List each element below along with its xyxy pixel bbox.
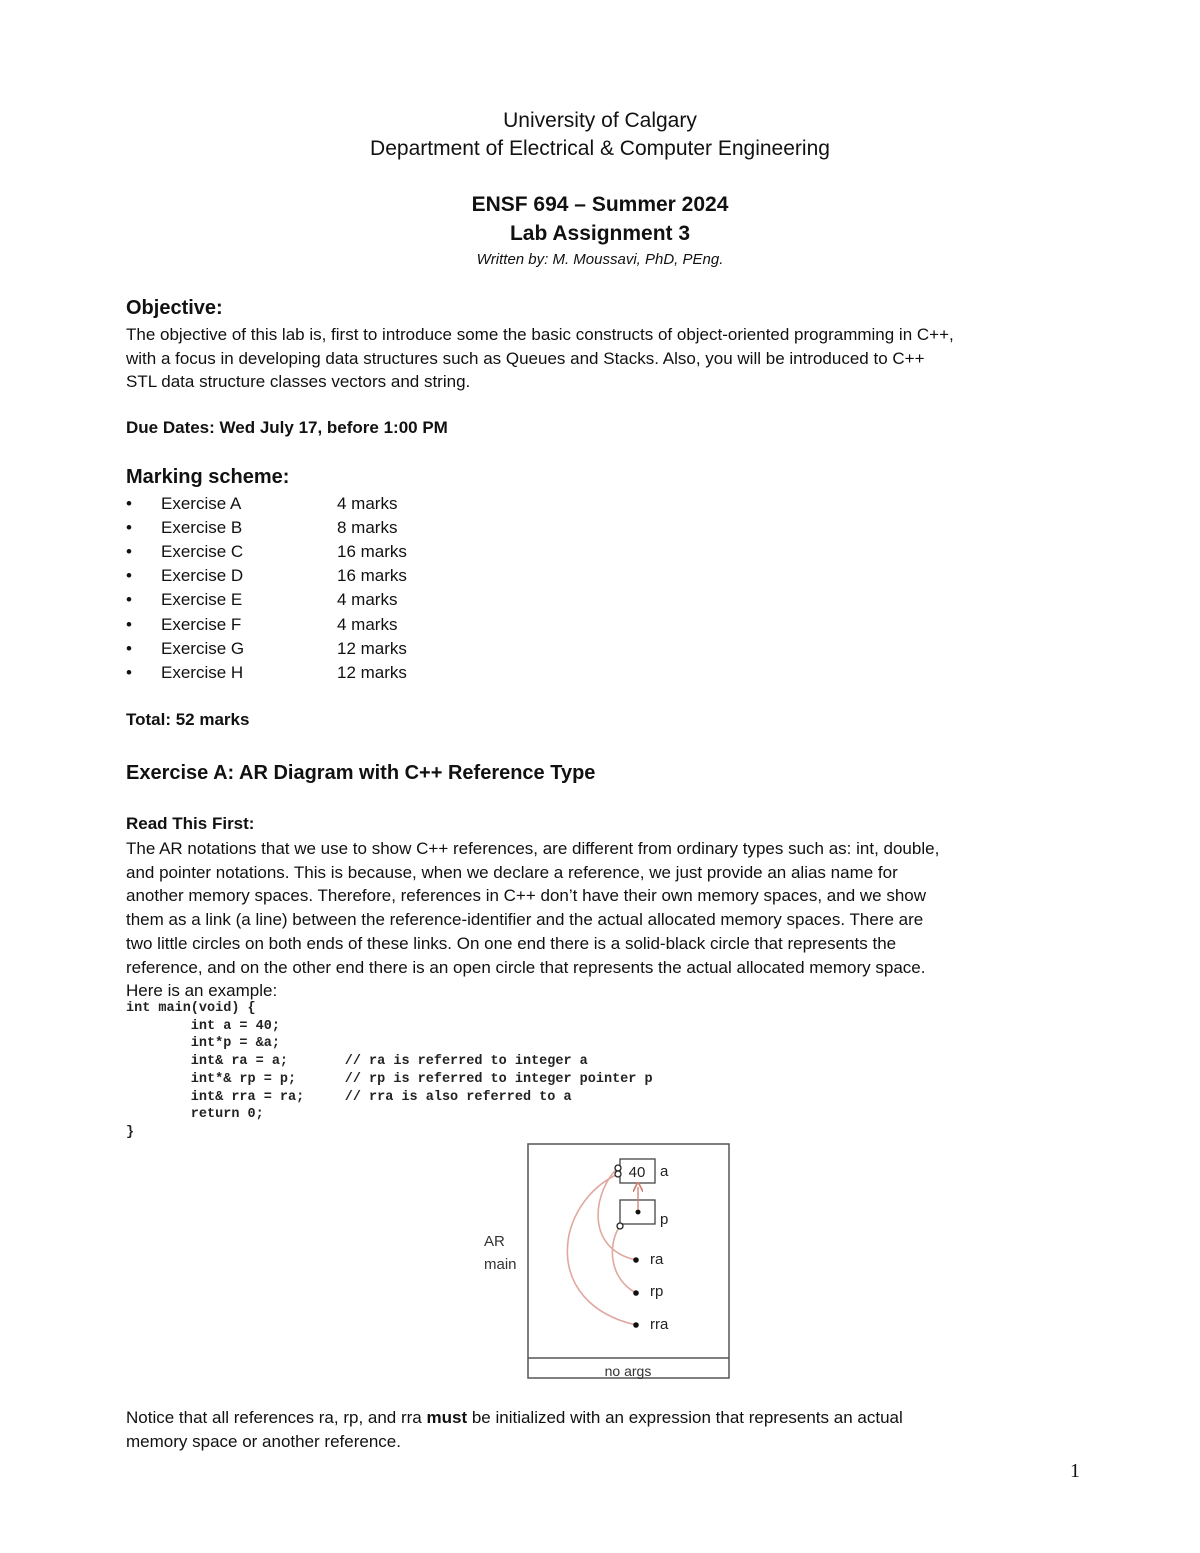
exercise-marks: 12 marks	[337, 639, 407, 658]
objective-text	[126, 323, 1086, 394]
list-item	[126, 566, 526, 590]
lab-title: Lab Assignment 3	[509, 222, 691, 245]
course-title: ENSF 694 – Summer 2024	[471, 193, 729, 216]
code-line: int main(void) {	[126, 1001, 256, 1016]
list-item	[126, 639, 526, 663]
code-block	[126, 1000, 653, 1142]
paragraph-line: them as a link (a line) between the reference-identifier and the actual allocated memory spaces. There are	[126, 910, 924, 930]
exercise-marks: 16 marks	[337, 542, 407, 561]
notice-post: be initialized with an expression that represents an actual	[467, 1408, 903, 1427]
bullet: •	[126, 663, 132, 682]
no-args-label: no args	[604, 1363, 652, 1379]
page-number: 1	[1070, 1460, 1080, 1482]
ar-diagram	[470, 1138, 740, 1388]
rra-link	[567, 1174, 636, 1325]
bullet: •	[126, 566, 132, 585]
a-memory-circle-2	[615, 1171, 621, 1177]
exercise-marks: 12 marks	[337, 663, 407, 682]
department-name: Department of Electrical & Computer Engineering	[370, 137, 830, 160]
paragraph-line: reference, and on the other end there is an open circle that represents the actual allocated memory space.	[126, 957, 926, 977]
ar-label: AR	[484, 1233, 505, 1250]
exercise-marks: 8 marks	[337, 518, 398, 537]
list-item	[126, 590, 526, 614]
objective-line: STL data structure classes vectors and string.	[126, 372, 471, 392]
exercise-marks: 16 marks	[337, 566, 407, 585]
author-line: Written by: M. Moussavi, PhD, PEng.	[476, 251, 724, 268]
ra-label: ra	[650, 1251, 664, 1268]
bullet: •	[126, 518, 132, 537]
notice-pre: Notice that all references ra, rp, and rra	[126, 1408, 427, 1427]
code-line: int*p = &a;	[126, 1036, 280, 1052]
ra-dot	[633, 1257, 639, 1263]
exercise-name: Exercise A	[161, 494, 242, 513]
university-name: University of Calgary	[503, 109, 697, 132]
exercise-a-heading: Exercise A: AR Diagram with C++ Reference Type	[126, 762, 596, 784]
exercise-name: Exercise C	[161, 542, 244, 561]
paragraph-line: The AR notations that we use to show C++ references, are different from ordinary types such as: int, double,	[126, 839, 940, 858]
paragraph-line: Here is an example:	[126, 981, 278, 1001]
exercise-marks: 4 marks	[337, 494, 398, 513]
due-date: Due Dates: Wed July 17, before 1:00 PM	[126, 418, 448, 437]
code-line: int a = 40;	[126, 1018, 280, 1034]
code-line: }	[126, 1124, 135, 1140]
bullet: •	[126, 494, 132, 513]
exercise-name: Exercise H	[161, 663, 244, 682]
exercise-name: Exercise B	[161, 518, 243, 537]
exercise-name: Exercise E	[161, 590, 243, 609]
variable-a-value: 40	[628, 1164, 646, 1181]
list-item	[126, 663, 526, 687]
code-line: int& rra = ra; // rra is also referred to a	[126, 1089, 572, 1105]
rra-label: rra	[650, 1316, 669, 1333]
rp-label: rp	[650, 1283, 664, 1300]
list-item	[126, 494, 526, 518]
paragraph-line: and pointer notations. This is because, when we declare a reference, we just provide an alias name for	[126, 862, 898, 882]
marking-heading: Marking scheme:	[126, 466, 290, 488]
objective-line: The objective of this lab is, first to introduce some the basic constructs of object-oriented programming in C++,	[126, 325, 954, 344]
list-item	[126, 518, 526, 542]
variable-a-label: a	[660, 1163, 669, 1180]
ar-diagram-svg	[470, 1138, 740, 1388]
notice-line-2: memory space or another reference.	[126, 1431, 401, 1451]
exercise-marks: 4 marks	[337, 590, 398, 609]
notice-line-1	[126, 1406, 1086, 1430]
bullet: •	[126, 590, 132, 609]
list-item	[126, 615, 526, 639]
objective-heading: Objective:	[126, 297, 223, 319]
code-line: int& ra = a; // ra is referred to integer a	[126, 1054, 588, 1070]
exercise-name: Exercise G	[161, 639, 245, 658]
total-marks: Total: 52 marks	[126, 710, 250, 729]
paragraph-line: two little circles on both ends of these links. On one end there is a solid-black circle that represents the	[126, 933, 897, 953]
bullet: •	[126, 639, 132, 658]
code-line: return 0;	[126, 1107, 264, 1123]
read-first-label: Read This First:	[126, 814, 255, 833]
rra-dot	[633, 1322, 639, 1328]
code-line: int*& rp = p; // rp is referred to integer pointer p	[126, 1071, 653, 1087]
a-memory-circle	[615, 1165, 621, 1171]
notice-emphasis: must	[426, 1408, 468, 1427]
exercise-a-paragraph	[126, 837, 1086, 1003]
pointer-dot	[636, 1210, 641, 1215]
p-memory-circle	[617, 1223, 623, 1229]
bullet: •	[126, 615, 132, 634]
exercise-name: Exercise F	[161, 615, 242, 634]
list-item	[126, 542, 526, 566]
notice-text	[126, 1406, 1086, 1453]
rp-dot	[633, 1290, 639, 1296]
objective-line: with a focus in developing data structures such as Queues and Stacks. Also, you will be introduced to C++	[126, 348, 925, 368]
bullet: •	[126, 542, 132, 561]
variable-p-label: p	[660, 1211, 669, 1228]
main-label: main	[484, 1256, 517, 1273]
paragraph-line: another memory spaces. Therefore, references in C++ don’t have their own memory spaces, and we show	[126, 886, 927, 906]
exercise-marks: 4 marks	[337, 615, 398, 634]
exercise-name: Exercise D	[161, 566, 244, 585]
